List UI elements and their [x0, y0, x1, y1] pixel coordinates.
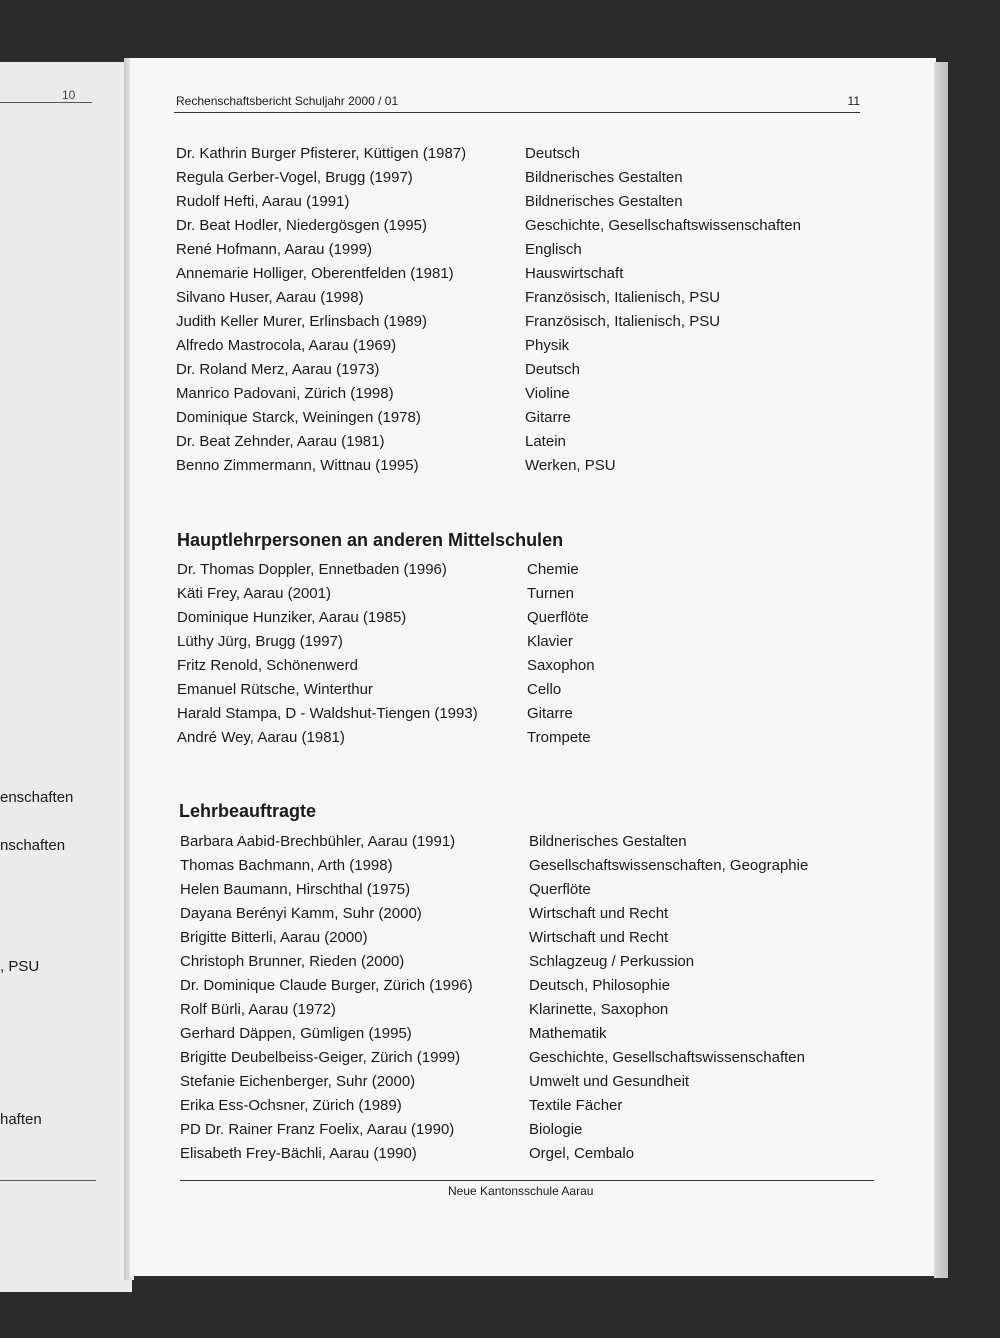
teacher-name: Regula Gerber-Vogel, Brugg (1997) — [176, 169, 413, 186]
teacher-subject: Latein — [525, 433, 566, 450]
page-edge — [934, 62, 948, 1278]
lecturer-subject: Geschichte, Gesellschaftswissenschaften — [529, 1049, 805, 1066]
teacher-subject: Klavier — [527, 633, 573, 650]
teacher-subject: Turnen — [527, 585, 574, 602]
right-page — [130, 58, 936, 1276]
teacher-name: Dr. Beat Zehnder, Aarau (1981) — [176, 433, 385, 450]
teacher-subject: Trompete — [527, 729, 591, 746]
footer-rule — [180, 1180, 874, 1181]
teacher-subject: Chemie — [527, 561, 579, 578]
teacher-name: Annemarie Holliger, Oberentfelden (1981) — [176, 265, 454, 282]
teacher-name: Lüthy Jürg, Brugg (1997) — [177, 633, 343, 650]
teacher-name: Dr. Thomas Doppler, Ennetbaden (1996) — [177, 561, 447, 578]
lecturer-subject: Klarinette, Saxophon — [529, 1001, 669, 1018]
teacher-subject: Englisch — [525, 241, 582, 258]
teacher-subject: Gitarre — [525, 409, 571, 426]
header-title: Rechenschaftsbericht Schuljahr 2000 / 01 — [176, 94, 399, 108]
lecturer-subject: Orgel, Cembalo — [529, 1145, 635, 1162]
teacher-name: Emanuel Rütsche, Winterthur — [177, 681, 373, 698]
lecturer-name: PD Dr. Rainer Franz Foelix, Aarau (1990) — [180, 1121, 455, 1138]
teacher-subject: Hauswirtschaft — [525, 265, 624, 282]
teacher-subject: Deutsch — [525, 145, 581, 162]
lecturer-name: Barbara Aabid-Brechbühler, Aarau (1991) — [180, 833, 456, 850]
teacher-name: Käti Frey, Aarau (2001) — [177, 585, 331, 602]
teacher-name: Rudolf Hefti, Aarau (1991) — [176, 193, 350, 210]
lecturer-name: Erika Ess-Ochsner, Zürich (1989) — [180, 1097, 402, 1114]
section-title-lecturers: Lehrbeauftragte — [179, 801, 317, 821]
lecturer-name: Dayana Berényi Kamm, Suhr (2000) — [180, 905, 422, 922]
teacher-name: Dominique Hunziker, Aarau (1985) — [177, 609, 407, 626]
lecturer-subject: Wirtschaft und Recht — [529, 929, 669, 946]
left-page-fragment: , PSU — [0, 958, 40, 975]
lecturer-name: Thomas Bachmann, Arth (1998) — [180, 857, 393, 874]
teacher-name: Dominique Starck, Weiningen (1978) — [176, 409, 421, 426]
lecturer-name: Elisabeth Frey-Bächli, Aarau (1990) — [180, 1145, 417, 1162]
teacher-subject: Saxophon — [527, 657, 595, 674]
teacher-name: René Hofmann, Aarau (1999) — [176, 241, 372, 258]
section-title-other-schools: Hauptlehrpersonen an anderen Mittelschulen — [177, 530, 564, 550]
teacher-subject: Querflöte — [527, 609, 589, 626]
teacher-name: Judith Keller Murer, Erlinsbach (1989) — [176, 313, 427, 330]
teacher-subject: Geschichte, Gesellschaftswissenschaften — [525, 217, 801, 234]
left-page-fragment: enschaften — [0, 789, 74, 806]
lecturer-subject: Bildnerisches Gestalten — [529, 833, 687, 850]
teacher-subject: Bildnerisches Gestalten — [525, 169, 683, 186]
left-footer-rule — [0, 1180, 96, 1181]
lecturer-name: Rolf Bürli, Aarau (1972) — [180, 1001, 336, 1018]
teacher-name: Dr. Kathrin Burger Pfisterer, Küttigen (1987) — [176, 145, 467, 162]
footer-school-name: Neue Kantonsschule Aarau — [448, 1184, 594, 1198]
teacher-name: Silvano Huser, Aarau (1998) — [176, 289, 364, 306]
teacher-subject: Bildnerisches Gestalten — [525, 193, 683, 210]
lecturer-subject: Textile Fächer — [529, 1097, 623, 1114]
lecturer-subject: Deutsch, Philosophie — [529, 977, 670, 994]
teacher-subject: Französisch, Italienisch, PSU — [525, 289, 721, 306]
lecturer-name: Christoph Brunner, Rieden (2000) — [180, 953, 405, 970]
left-header-rule — [0, 102, 92, 103]
lecturer-subject: Schlagzeug / Perkussion — [529, 953, 695, 970]
teacher-subject: Französisch, Italienisch, PSU — [525, 313, 721, 330]
teacher-name: Manrico Padovani, Zürich (1998) — [176, 385, 394, 402]
teacher-name: Dr. Roland Merz, Aarau (1973) — [176, 361, 380, 378]
left-page-fragment: haften — [0, 1111, 42, 1128]
teacher-subject: Werken, PSU — [525, 457, 616, 474]
lecturer-name: Stefanie Eichenberger, Suhr (2000) — [180, 1073, 416, 1090]
lecturer-subject: Umwelt und Gesundheit — [529, 1073, 690, 1090]
lecturer-name: Brigitte Bitterli, Aarau (2000) — [180, 929, 368, 946]
teacher-name: André Wey, Aarau (1981) — [177, 729, 345, 746]
teacher-subject: Physik — [525, 337, 570, 354]
lecturer-name: Gerhard Däppen, Gümligen (1995) — [180, 1025, 412, 1042]
lecturer-name: Dr. Dominique Claude Burger, Zürich (1996) — [180, 977, 473, 994]
left-page-number: 10 — [62, 88, 76, 102]
lecturer-subject: Querflöte — [529, 881, 591, 898]
lecturer-subject: Mathematik — [529, 1025, 607, 1042]
teacher-name: Dr. Beat Hodler, Niedergösgen (1995) — [176, 217, 427, 234]
page-header — [174, 92, 860, 113]
teacher-name: Benno Zimmermann, Wittnau (1995) — [176, 457, 419, 474]
teacher-subject: Gitarre — [527, 705, 573, 722]
teacher-subject: Deutsch — [525, 361, 581, 378]
teacher-name: Harald Stampa, D - Waldshut-Tiengen (1993) — [177, 705, 478, 722]
left-page — [0, 62, 132, 1292]
lecturer-name: Brigitte Deubelbeiss-Geiger, Zürich (1999) — [180, 1049, 461, 1066]
page-number: 11 — [847, 94, 860, 108]
lecturer-name: Helen Baumann, Hirschthal (1975) — [180, 881, 411, 898]
left-page-fragment: nschaften — [0, 837, 66, 854]
lecturer-subject: Gesellschaftswissenschaften, Geographie — [529, 857, 809, 874]
lecturer-subject: Wirtschaft und Recht — [529, 905, 669, 922]
teacher-subject: Cello — [527, 681, 562, 698]
teacher-subject: Violine — [525, 385, 570, 402]
lecturer-subject: Biologie — [529, 1121, 583, 1138]
teacher-name: Alfredo Mastrocola, Aarau (1969) — [176, 337, 397, 354]
teacher-name: Fritz Renold, Schönenwerd — [177, 657, 358, 674]
